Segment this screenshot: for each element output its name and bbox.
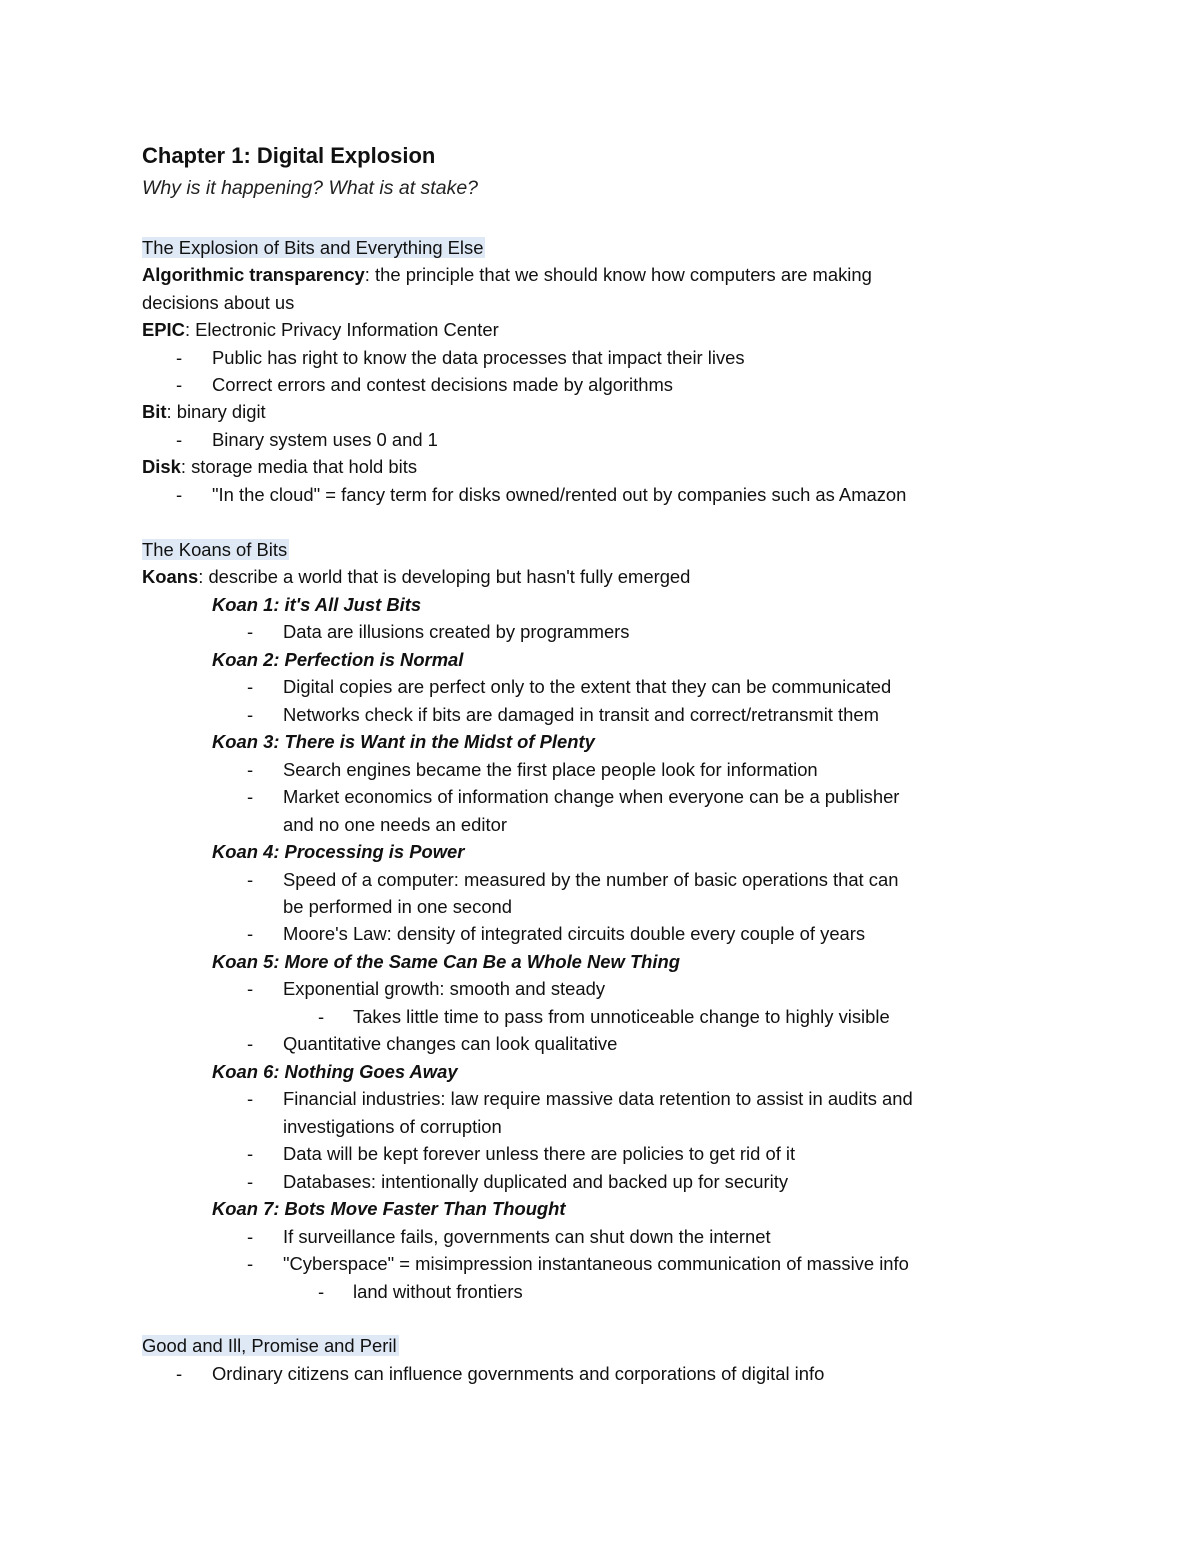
bullet-dash: - (247, 1253, 254, 1274)
bullet-dash: - (247, 869, 254, 890)
definition-bit (142, 398, 266, 425)
definition-disk (142, 453, 417, 480)
list-item: If surveillance fails, governments can shut down the internet (283, 1226, 771, 1247)
term: Algorithmic transparency (142, 264, 365, 285)
bullet-dash: - (247, 1226, 254, 1247)
section-heading-explosion: The Explosion of Bits and Everything Else (142, 237, 484, 258)
bullet-dash: - (247, 786, 254, 807)
koan-title: Koan 1: it's All Just Bits (212, 594, 422, 615)
list-item: Search engines became the first place people look for information (283, 759, 818, 780)
term: EPIC (142, 319, 185, 340)
term: Disk (142, 456, 181, 477)
list-item-nested: land without frontiers (353, 1281, 523, 1302)
list-item: Speed of a computer: measured by the number of basic operations that can (283, 869, 899, 890)
koan-title: Koan 4: Processing is Power (212, 841, 465, 862)
list-item: Quantitative changes can look qualitative (283, 1033, 618, 1054)
list-item-nested: Takes little time to pass from unnoticeable change to highly visible (353, 1006, 890, 1027)
list-item-continuation: investigations of corruption (283, 1116, 502, 1137)
bullet-dash: - (247, 978, 254, 999)
list-item: Databases: intentionally duplicated and backed up for security (283, 1171, 789, 1192)
list-item: "Cyberspace" = misimpression instantaneous communication of massive info (283, 1253, 909, 1274)
definition-algorithmic-transparency (142, 261, 872, 288)
list-item: Correct errors and contest decisions made by algorithms (212, 374, 673, 395)
bullet-dash: - (247, 676, 254, 697)
list-item: Moore's Law: density of integrated circuits double every couple of years (283, 923, 866, 944)
list-item: "In the cloud" = fancy term for disks owned/rented out by companies such as Amazon (212, 484, 907, 505)
koan-title: Koan 5: More of the Same Can Be a Whole New Thing (212, 951, 680, 972)
definition-continuation: decisions about us (142, 292, 295, 313)
list-item: Market economics of information change when everyone can be a publisher (283, 786, 900, 807)
bullet-dash: - (247, 704, 254, 725)
list-item-continuation: and no one needs an editor (283, 814, 507, 835)
list-item: Digital copies are perfect only to the extent that they can be communicated (283, 676, 892, 697)
definition-koans (142, 563, 690, 590)
bullet-dash: - (247, 923, 254, 944)
bullet-dash: - (176, 484, 183, 505)
koan-title: Koan 3: There is Want in the Midst of Plenty (212, 731, 595, 752)
bullet-dash: - (176, 1363, 183, 1384)
bullet-dash: - (176, 347, 183, 368)
bullet-dash: - (176, 374, 183, 395)
page-title: Chapter 1: Digital Explosion (142, 143, 436, 168)
bullet-dash: - (247, 1143, 254, 1164)
list-item: Ordinary citizens can influence governments and corporations of digital info (212, 1363, 825, 1384)
term: Bit (142, 401, 167, 422)
definition-text: : storage media that hold bits (180, 456, 418, 477)
list-item: Public has right to know the data processes that impact their lives (212, 347, 745, 368)
koan-title: Koan 2: Perfection is Normal (212, 649, 464, 670)
list-item: Exponential growth: smooth and steady (283, 978, 606, 999)
bullet-dash: - (247, 759, 254, 780)
definition-text: : describe a world that is developing but hasn't fully emerged (198, 566, 691, 587)
bullet-dash: - (247, 1033, 254, 1054)
koan-title: Koan 6: Nothing Goes Away (212, 1061, 458, 1082)
bullet-dash: - (247, 1088, 254, 1109)
bullet-dash: - (318, 1006, 325, 1027)
definition-text: : the principle that we should know how computers are making (364, 264, 872, 285)
section-heading-koans: The Koans of Bits (142, 539, 288, 560)
section-heading-good-and-ill: Good and Ill, Promise and Peril (142, 1335, 397, 1356)
page-subtitle: Why is it happening? What is at stake? (142, 177, 479, 199)
list-item: Data are illusions created by programmers (283, 621, 630, 642)
list-item: Binary system uses 0 and 1 (212, 429, 438, 450)
list-item: Data will be kept forever unless there are policies to get rid of it (283, 1143, 796, 1164)
list-item: Networks check if bits are damaged in transit and correct/retransmit them (283, 704, 879, 725)
bullet-dash: - (318, 1281, 325, 1302)
bullet-dash: - (176, 429, 183, 450)
definition-text: : binary digit (166, 401, 266, 422)
definition-text: : Electronic Privacy Information Center (184, 319, 499, 340)
bullet-dash: - (247, 621, 254, 642)
list-item: Financial industries: law require massive data retention to assist in audits and (283, 1088, 913, 1109)
definition-epic (142, 316, 499, 343)
term: Koans (142, 566, 199, 587)
koan-title: Koan 7: Bots Move Faster Than Thought (212, 1198, 566, 1219)
list-item-continuation: be performed in one second (283, 896, 513, 917)
bullet-dash: - (247, 1171, 254, 1192)
